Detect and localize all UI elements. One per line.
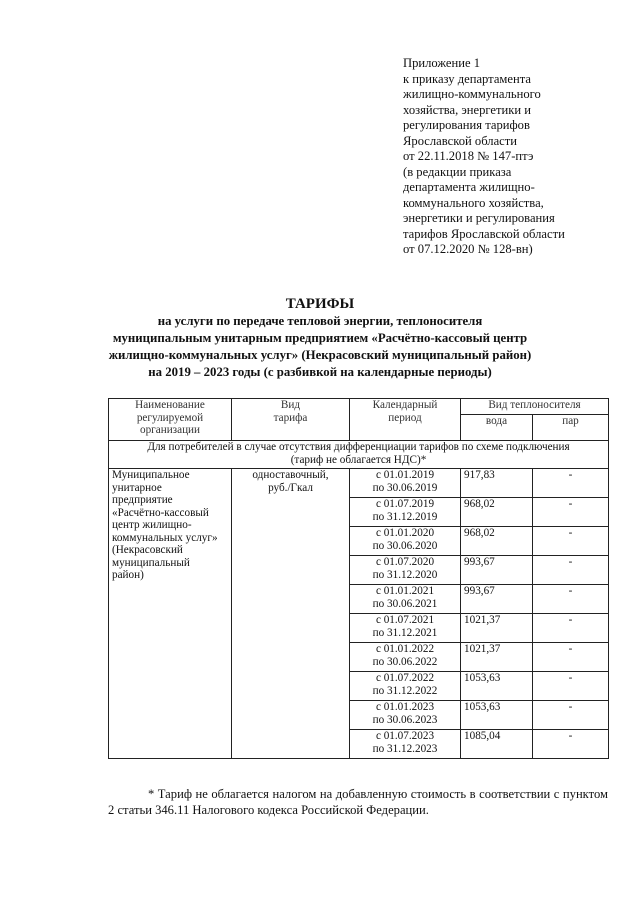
period-cell: с 01.01.2021 по 30.06.2021 xyxy=(350,585,461,614)
period-cell: с 01.01.2023 по 30.06.2023 xyxy=(350,701,461,730)
appendix-line: департамента жилищно- xyxy=(403,180,535,194)
appendix-line: Ярославской области xyxy=(403,133,517,148)
water-tariff-cell: 1053,63 xyxy=(461,701,533,730)
period-cell: с 01.01.2022 по 30.06.2022 xyxy=(350,643,461,672)
appendix-line: регулирования тарифов xyxy=(403,118,530,132)
period-cell: с 01.07.2023 по 31.12.2023 xyxy=(350,730,461,759)
water-tariff-cell: 993,67 xyxy=(461,585,533,614)
water-tariff-cell: 968,02 xyxy=(461,498,533,527)
steam-tariff-cell: - xyxy=(533,730,609,759)
water-tariff-cell: 968,02 xyxy=(461,527,533,556)
water-tariff-cell: 1085,04 xyxy=(461,730,533,759)
water-tariff-cell: 917,83 xyxy=(461,469,533,498)
footnote: * Тариф не облагается налогом на добавленную стоимость в соответствии с пунктом 2 статьи 346.11 Налогового кодекса Российской Федерации. xyxy=(108,787,608,817)
steam-tariff-cell: - xyxy=(533,469,609,498)
appendix-line: жилищно-коммунального xyxy=(403,87,541,101)
water-tariff-cell: 1021,37 xyxy=(461,614,533,643)
steam-tariff-cell: - xyxy=(533,556,609,585)
period-cell: с 01.07.2020 по 31.12.2020 xyxy=(350,556,461,585)
appendix-line: энергетики и регулирования xyxy=(403,211,555,225)
steam-tariff-cell: - xyxy=(533,701,609,730)
steam-tariff-cell: - xyxy=(533,585,609,614)
appendix-line: тарифов Ярославской области xyxy=(403,226,565,241)
header-period: Календарный период xyxy=(350,399,461,441)
table-row xyxy=(109,469,609,498)
steam-tariff-cell: - xyxy=(533,643,609,672)
document-title: ТАРИФЫ xyxy=(285,296,355,312)
appendix-line: от 22.11.2018 № 147-птэ xyxy=(403,149,534,163)
appendix-line: от 07.12.2020 № 128-вн) xyxy=(403,242,533,256)
period-cell: с 01.07.2022 по 31.12.2022 xyxy=(350,672,461,701)
water-tariff-cell: 1021,37 xyxy=(461,643,533,672)
header-tariff-type: Вид тарифа xyxy=(232,399,350,441)
section-row: Для потребителей в случае отсутствия дифференциации тарифов по схеме подключения (тариф не облагается НДС)* xyxy=(109,441,609,469)
appendix-line: к приказу департамента xyxy=(403,71,531,86)
appendix-line: хозяйства, энергетики и xyxy=(403,102,531,117)
header-water: вода xyxy=(461,415,533,441)
heading-line: на услуги по передаче тепловой энергии, теплоносителя xyxy=(157,314,483,328)
period-cell: с 01.01.2020 по 30.06.2020 xyxy=(350,527,461,556)
water-tariff-cell: 1053,63 xyxy=(461,672,533,701)
period-cell: с 01.01.2019 по 30.06.2019 xyxy=(350,469,461,498)
heading-line: жилищно-коммунальных услуг» (Некрасовский муниципальный район) xyxy=(108,348,532,362)
heading-line: муниципальным унитарным предприятием «Расчётно-кассовый центр xyxy=(112,331,528,345)
document-heading xyxy=(0,295,640,381)
steam-tariff-cell: - xyxy=(533,527,609,556)
appendix-line: коммунального хозяйства, xyxy=(403,195,544,210)
tariff-type-cell: одноставочный, руб./Гкал xyxy=(232,469,350,759)
period-cell: с 01.07.2021 по 31.12.2021 xyxy=(350,614,461,643)
period-cell: с 01.07.2019 по 31.12.2019 xyxy=(350,498,461,527)
tariff-table xyxy=(108,398,609,759)
header-steam: пар xyxy=(533,415,609,441)
header-carrier: Вид теплоносителя xyxy=(461,399,609,415)
steam-tariff-cell: - xyxy=(533,498,609,527)
water-tariff-cell: 993,67 xyxy=(461,556,533,585)
header-org: Наименование регулируемой организации xyxy=(109,399,232,441)
heading-line: на 2019 – 2023 годы (с разбивкой на календарные периоды) xyxy=(148,365,492,379)
appendix-line: Приложение 1 xyxy=(403,56,481,70)
appendix-line: (в редакции приказа xyxy=(403,164,512,179)
steam-tariff-cell: - xyxy=(533,672,609,701)
org-name-cell: Муниципальное унитарное предприятие «Расчётно-кассовый центр жилищно- коммунальных услуг» (Некрасовский муниципальный район) xyxy=(109,469,232,759)
steam-tariff-cell: - xyxy=(533,614,609,643)
appendix-block xyxy=(403,56,635,258)
